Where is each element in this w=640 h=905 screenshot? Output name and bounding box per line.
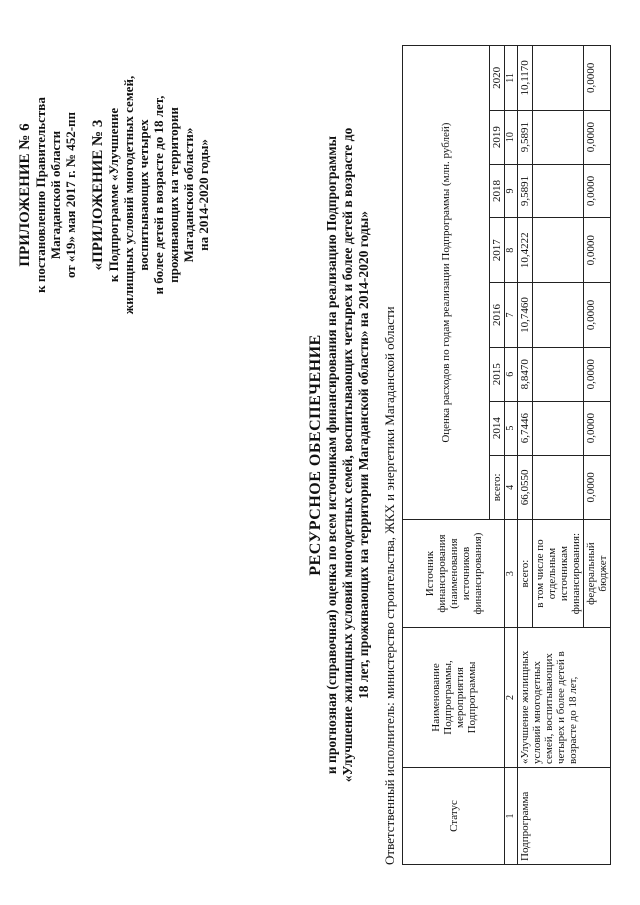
header-year: 2017: [490, 218, 505, 283]
value-cell: 10,1170: [518, 46, 533, 111]
header-status: Статус: [403, 768, 505, 865]
column-number-row: [505, 46, 518, 865]
column-number: 4: [505, 455, 518, 520]
value-cell: 9,5891: [518, 164, 533, 218]
value-cell: 6,7446: [518, 401, 533, 455]
header-line: жилищных условий многодетных семей,: [121, 75, 136, 315]
title-main: РЕСУРСНОЕ ОБЕСПЕЧЕНИЕ: [307, 334, 324, 576]
source-cell: всего:: [518, 520, 533, 628]
column-number: 6: [505, 347, 518, 401]
subprogram-name-cell: «Улучшение жилищных условий многодетных семей, воспитывающих четырех и более детей в возрасте до 18 лет,: [518, 627, 611, 767]
value-cell: 10,7460: [518, 283, 533, 348]
header-line: и более детей в возрасте до 18 лет,: [151, 95, 166, 295]
header-line: к Подпрограмме «Улучшение: [106, 107, 121, 283]
header-line: Магаданской области: [48, 130, 63, 260]
value-cell: 0,0000: [584, 218, 611, 283]
value-cell: [533, 455, 584, 520]
column-number: 5: [505, 401, 518, 455]
header-line: к постановлению Правительства: [33, 97, 48, 293]
value-cell: [533, 283, 584, 348]
value-cell: 0,0000: [584, 46, 611, 111]
source-cell: в том числе по отдельным источникам финансирования:: [533, 520, 584, 628]
title-line: «Улучшение жилищных условий многодетных семей, воспитывающих четырех и более детей в возрасте до: [340, 127, 355, 783]
appendix3-title: «ПРИЛОЖЕНИЕ № 3: [90, 119, 106, 271]
header-line: проживающих на территории: [166, 107, 181, 283]
header-year: 2016: [490, 283, 505, 348]
title-line: 18 лет, проживающих на территории Магаданской области» на 2014-2020 годы»: [356, 211, 371, 699]
header-year: 2019: [490, 110, 505, 164]
header-year: 2014: [490, 401, 505, 455]
header-year: 2018: [490, 164, 505, 218]
source-cell: федеральный бюджет: [584, 520, 611, 628]
resource-table: [402, 45, 611, 865]
title-line: и прогнозная (справочная) оценка по всем источникам финансирования на реализацию Подпрограммы: [324, 135, 339, 775]
value-cell: 9,5891: [518, 110, 533, 164]
value-cell: 0,0000: [584, 401, 611, 455]
column-number: 10: [505, 110, 518, 164]
value-cell: 10,4222: [518, 218, 533, 283]
value-cell: [533, 347, 584, 401]
value-cell: [533, 46, 584, 111]
column-number: 1: [505, 768, 518, 865]
header-year: 2020: [490, 46, 505, 111]
table-row: [518, 46, 533, 865]
header-line: Магаданской области»: [181, 127, 196, 263]
column-number: 11: [505, 46, 518, 111]
value-cell: 0,0000: [584, 347, 611, 401]
header-name: Наименование Подпрограммы, мероприятия Подпрограммы: [403, 627, 505, 767]
appendix-title: ПРИЛОЖЕНИЕ № 6: [17, 123, 33, 267]
header-year: 2015: [490, 347, 505, 401]
column-number: 9: [505, 164, 518, 218]
value-cell: 8,8470: [518, 347, 533, 401]
column-number: 3: [505, 520, 518, 628]
value-cell: [533, 401, 584, 455]
header-estimate: Оценка расходов по годам реализации Подпрограммы (млн. рублей): [403, 46, 490, 520]
header-line: на 2014-2020 годы»: [196, 139, 211, 251]
status-cell: Подпрограмма: [518, 768, 611, 865]
document-title: [308, 45, 372, 865]
value-cell: 0,0000: [584, 164, 611, 218]
header-source: Источник финансирования (наименования источников финансирования): [403, 520, 505, 628]
value-cell: 0,0000: [584, 283, 611, 348]
header-line: воспитывающих четырех: [136, 119, 151, 271]
column-number: 8: [505, 218, 518, 283]
column-number: 7: [505, 283, 518, 348]
value-cell: [533, 164, 584, 218]
value-cell: [533, 110, 584, 164]
value-cell: 66,0550: [518, 455, 533, 520]
header-total: всего:: [490, 455, 505, 520]
value-cell: 0,0000: [584, 110, 611, 164]
responsible-executor: Ответственный исполнитель: министерство строительства, ЖКХ и энергетики Магаданской области: [382, 306, 397, 865]
header-line: от «19» мая 2017 г. № 452-пп: [63, 111, 78, 279]
appendix-header: [18, 40, 211, 350]
value-cell: [533, 218, 584, 283]
column-number: 2: [505, 627, 518, 767]
value-cell: 0,0000: [584, 455, 611, 520]
